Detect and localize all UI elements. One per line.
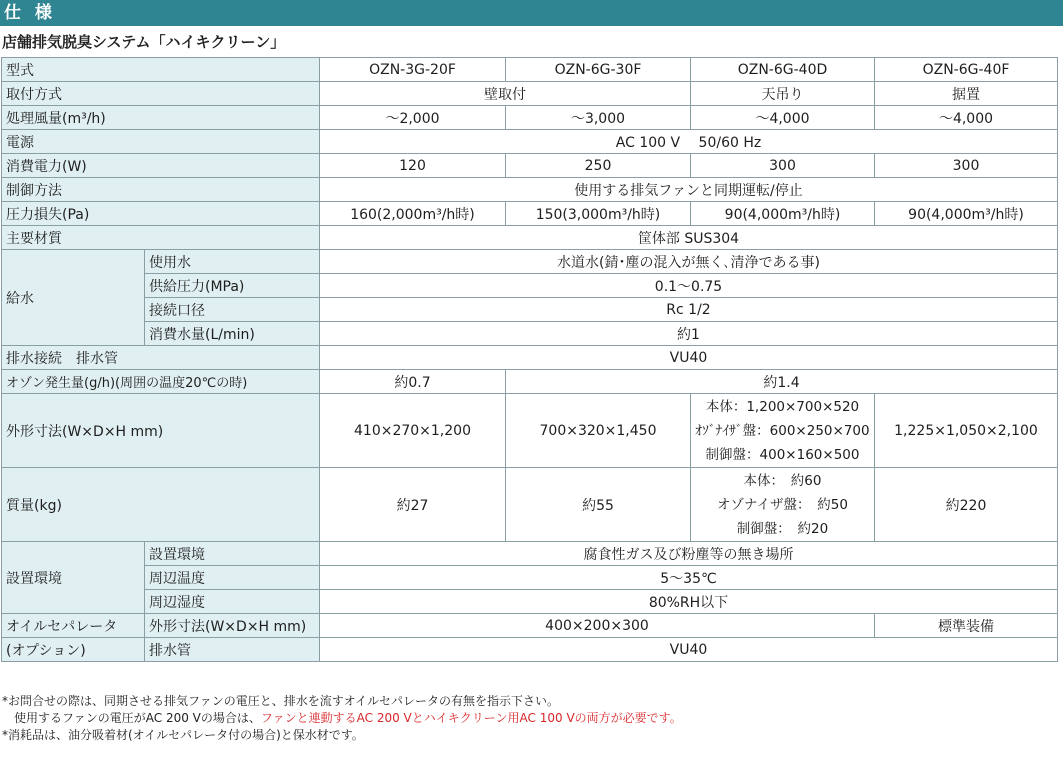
airflow-1: 〜2,000 [320,106,506,130]
model-3: OZN-6G-40D [691,58,875,82]
row-power [2,130,1058,154]
note-3: *消耗品は、油分吸着材(オイルセパレータ付の場合)と保水材です。 [2,728,364,742]
note-1: *お問合せの際は、同期させる排気ファンの電圧と、排水を流すオイルセパレータの有無を指示下さい。 [2,694,560,708]
row-mass [2,468,1058,542]
install-temp-value: 5〜35℃ [320,566,1058,590]
row-water-use [2,250,1058,274]
power-value: AC 100 V 50/60 Hz [320,130,1058,154]
label-install-env: 設置環境 [145,542,320,566]
mass-2: 約55 [506,468,691,542]
label-mount: 取付方式 [2,82,320,106]
row-install-temp [2,566,1058,590]
row-airflow [2,106,1058,130]
label-install: 設置環境 [2,542,145,614]
row-model [2,58,1058,82]
dimensions-3-control: 制御盤：400×160×500 [705,446,860,463]
label-oil-pipe: 排水管 [145,638,320,662]
mount-ceiling: 天吊り [691,82,875,106]
oil-dim-value: 400×200×300 [320,614,875,638]
row-drain [2,346,1058,370]
label-airflow: 処理風量(m³/h) [2,106,320,130]
label-water-pressure: 供給圧力(MPa) [145,274,320,298]
mass-3-ozonizer: オゾナイザ盤： 約50 [717,496,848,513]
dimensions-1: 410×270×1,200 [320,394,506,468]
row-install-humidity [2,590,1058,614]
label-consumption: 消費電力(W) [2,154,320,178]
mass-1: 約27 [320,468,506,542]
label-water-usage: 消費水量(L/min) [145,322,320,346]
label-install-temp: 周辺温度 [145,566,320,590]
airflow-4: 〜4,000 [875,106,1058,130]
label-oil-2: (オプション) [2,638,145,662]
dimensions-3 [691,394,875,468]
label-water-diameter: 接続口径 [145,298,320,322]
mount-wall: 壁取付 [320,82,691,106]
consumption-1: 120 [320,154,506,178]
label-material: 主要材質 [2,226,320,250]
note-2-text: 使用するファンの電圧がAC 200 Vの場合は、 [2,711,261,725]
row-oil-pipe [2,638,1058,662]
label-water: 給水 [2,250,145,346]
notes [2,693,682,744]
label-control: 制御方法 [2,178,320,202]
ozone-2: 約1.4 [506,370,1058,394]
label-ozone: オゾン発生量(g/h)(周囲の温度20℃の時) [2,370,320,394]
drain-value: VU40 [320,346,1058,370]
model-1: OZN-3G-20F [320,58,506,82]
consumption-4: 300 [875,154,1058,178]
model-4: OZN-6G-40F [875,58,1058,82]
row-control [2,178,1058,202]
install-humidity-value: 80%RH以下 [320,590,1058,614]
section-header: 仕 様 [0,0,1063,26]
airflow-2: 〜3,000 [506,106,691,130]
water-pressure-value: 0.1〜0.75 [320,274,1058,298]
control-value: 使用する排気ファンと同期運転/停止 [320,178,1058,202]
product-title: 店舗排気脱臭システム「ハイキクリーン」 [2,33,286,51]
label-mass: 質量(kg) [2,468,320,542]
row-pressure [2,202,1058,226]
consumption-2: 250 [506,154,691,178]
label-model: 型式 [2,58,320,82]
water-use-value: 水道水(錆･塵の混入が無く､清浄である事) [320,250,1058,274]
note-2-warning: ファンと連動するAC 200 Vとハイキクリーン用AC 100 Vの両方が必要です。 [260,711,682,725]
mass-3-control: 制御盤： 約20 [736,520,829,537]
dimensions-4: 1,225×1,050×2,100 [875,394,1058,468]
label-dimensions: 外形寸法(W×D×H mm) [2,394,320,468]
water-diameter-value: Rc 1/2 [320,298,1058,322]
row-water-pressure [2,274,1058,298]
row-mount [2,82,1058,106]
mass-3-body: 本体： 約60 [743,472,822,489]
row-dimensions [2,394,1058,468]
mass-3 [691,468,875,542]
label-power: 電源 [2,130,320,154]
row-water-diameter [2,298,1058,322]
note-2 [2,710,682,727]
dimensions-3-body: 本体：1,200×700×520 [705,398,860,415]
pressure-4: 90(4,000m³/h時) [875,202,1058,226]
install-env-value: 腐食性ガス及び粉塵等の無き場所 [320,542,1058,566]
airflow-3: 〜4,000 [691,106,875,130]
row-material [2,226,1058,250]
label-water-use: 使用水 [145,250,320,274]
oil-dim-standard: 標準装備 [875,614,1058,638]
row-water-usage [2,322,1058,346]
model-2: OZN-6G-30F [506,58,691,82]
water-usage-value: 約1 [320,322,1058,346]
row-install-env [2,542,1058,566]
oil-pipe-value: VU40 [320,638,1058,662]
consumption-3: 300 [691,154,875,178]
label-drain: 排水接続 排水管 [2,346,320,370]
label-oil-1: オイルセパレータ [2,614,145,638]
pressure-2: 150(3,000m³/h時) [506,202,691,226]
label-install-humidity: 周辺湿度 [145,590,320,614]
material-value: 筐体部 SUS304 [320,226,1058,250]
row-ozone [2,370,1058,394]
mount-floor: 据置 [875,82,1058,106]
label-pressure: 圧力損失(Pa) [2,202,320,226]
dimensions-2: 700×320×1,450 [506,394,691,468]
spec-table [1,57,1058,662]
dimensions-3-ozonizer: ｵｿﾞﾅｲｻﾞ盤：600×250×700 [695,422,870,439]
mass-4: 約220 [875,468,1058,542]
row-consumption [2,154,1058,178]
row-oil-dim [2,614,1058,638]
pressure-3: 90(4,000m³/h時) [691,202,875,226]
ozone-1: 約0.7 [320,370,506,394]
pressure-1: 160(2,000m³/h時) [320,202,506,226]
label-oil-dim: 外形寸法(W×D×H mm) [145,614,320,638]
